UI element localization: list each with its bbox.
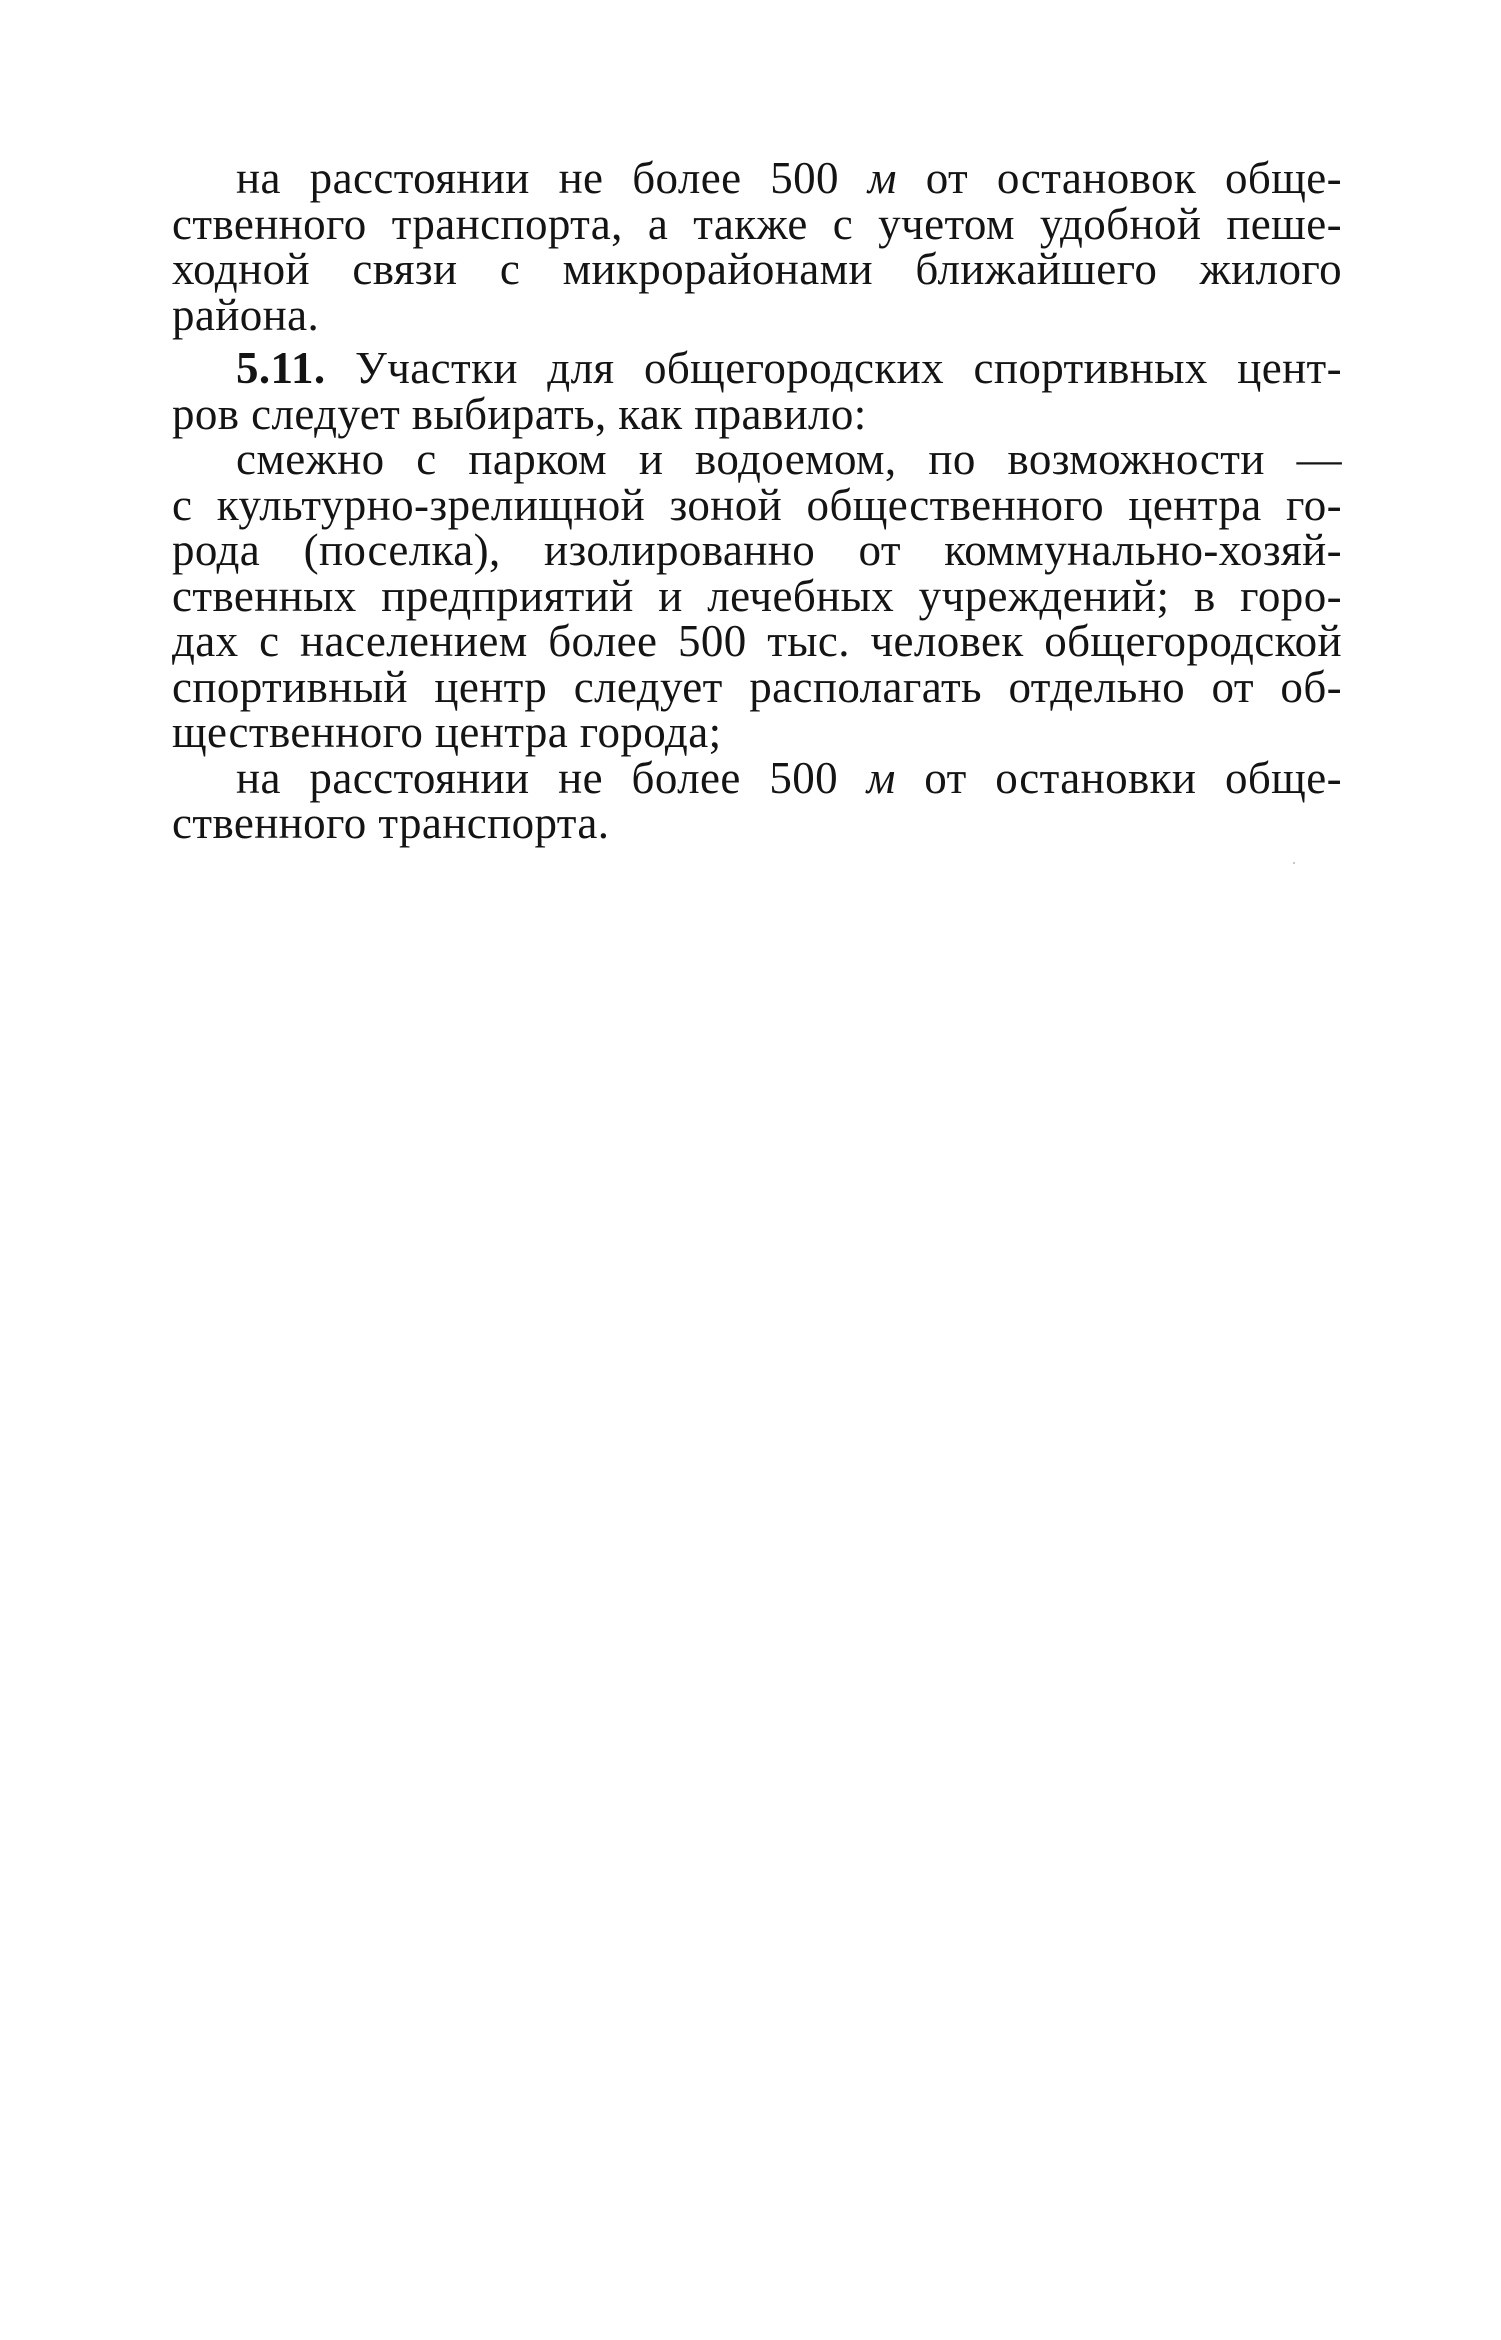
- paragraph-stop-distance: [172, 153, 1342, 340]
- section-number: 5.11.: [236, 343, 326, 393]
- text-fragment: Участки для общегородских спортивных цент-: [325, 343, 1342, 393]
- text-line: щественного центра города;: [172, 707, 722, 757]
- text-line: ров следует выбирать, как правило:: [172, 388, 867, 439]
- document-body: [172, 153, 1342, 848]
- text-fragment: на расстоянии не более 500: [236, 752, 867, 803]
- text-fragment: от остановок обще-: [896, 153, 1342, 203]
- text-fragment: от остановки обще-: [895, 752, 1342, 803]
- paragraph-adjacent-park: [172, 434, 1342, 757]
- text-line: с культурно-зрелищной зоной общественного центра го-: [172, 479, 1342, 530]
- text-line: дах с населением более 500 тыс. человек общегородской: [172, 616, 1342, 666]
- text-line: ственных предприятий и лечебных учреждений; в горо-: [172, 570, 1342, 621]
- unit-meters: м: [866, 752, 896, 803]
- scan-speck: [1293, 862, 1295, 864]
- paragraph-transport-stop: [172, 752, 1342, 848]
- text-line: рода (поселка), изолированно от коммунально-хозяй-: [172, 525, 1342, 575]
- text-line: ственного транспорта.: [172, 798, 610, 848]
- text-fragment: на расстоянии не более 500: [236, 153, 868, 203]
- unit-meters: м: [867, 153, 897, 203]
- text-line: ходной связи с микрорайонами ближайшего жилого: [172, 244, 1342, 294]
- text-line: района.: [172, 289, 320, 340]
- text-line: [172, 343, 1342, 393]
- text-line: ственного транспорта, а также с учетом удобной пеше-: [172, 198, 1342, 249]
- section-5-11: [172, 343, 1342, 439]
- text-line: [172, 752, 1342, 803]
- text-line: [172, 153, 1342, 203]
- text-line: спортивный центр следует располагать отдельно от об-: [172, 661, 1342, 712]
- text-line: смежно с парком и водоемом, по возможности —: [236, 434, 1342, 484]
